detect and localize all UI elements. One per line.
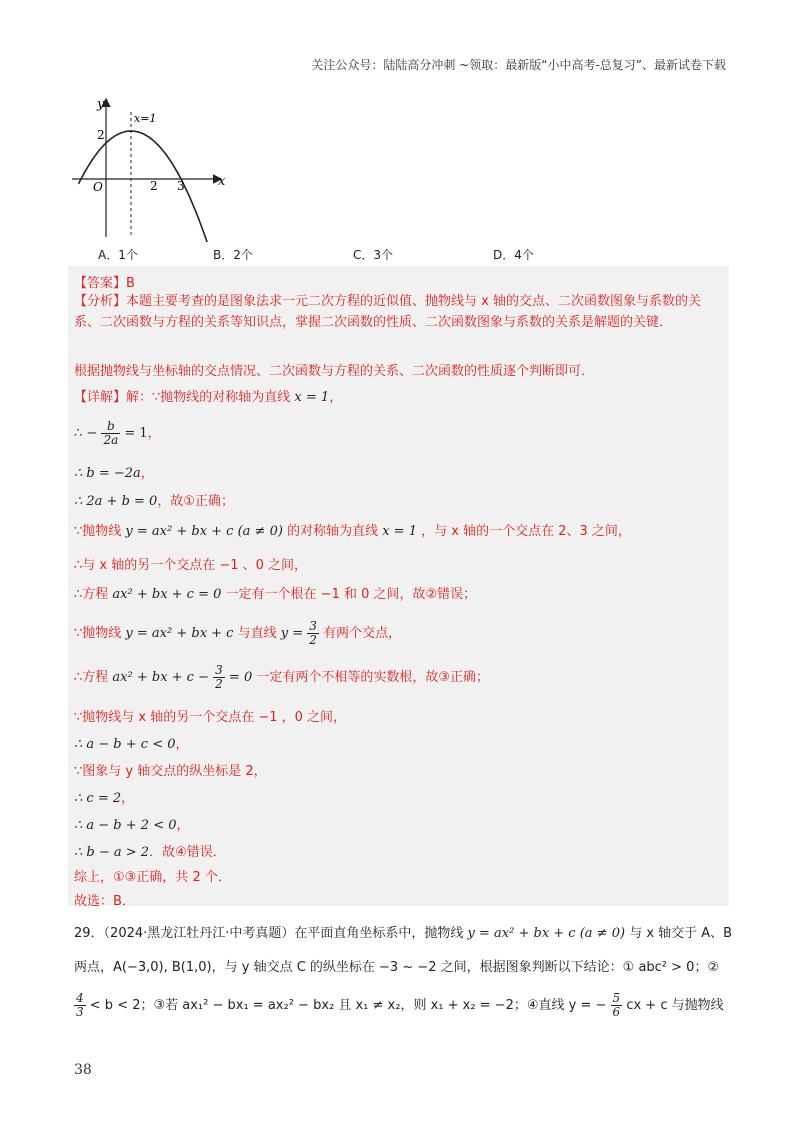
origin-label: O [93,180,103,194]
choice-c: C．3个 [353,248,394,262]
summary-line: 综上，①③正确，共 2 个． [74,870,231,885]
symmetry-axis-label: x=1 [134,112,157,125]
step-conclusion-1: ∴ 2a + b = 0，故①正确； [74,494,234,509]
step-abc-ineq: ∴ a − b + c < 0， [74,737,189,752]
x-axis-label: x [218,174,226,189]
answer-line: 【答案】B [74,276,135,291]
x-tick-3: 3 [177,179,185,193]
final-choice: 故选：B． [74,894,135,909]
step-ab-ineq: ∴ a − b + 2 < 0， [74,818,190,833]
analysis-method: 根据抛物线与坐标轴的交点情况、二次函数与方程的关系、二次函数的性质逐个判断即可． [74,364,595,379]
question-29-line1: 29．（2024·黑龙江牡丹江·中考真题）在平面直角坐标系中，抛物线 y = ax² + bx + c (a ≠ 0) 与 x 轴交于 A、B [74,926,733,941]
parabola-graph [68,92,238,242]
page-number: 38 [74,1062,92,1078]
choice-a: A．1个 [98,248,138,262]
y-tick-2: 2 [97,128,105,142]
step-b-eq: ∴ b = −2a， [74,466,154,481]
analysis-paragraph: 【分析】本题主要考查的是图象法求一元二次方程的近似值、抛物线与 x 轴的交点、二次函数图象与系数的关系、二次函数与方程的关系等知识点，掌握二次函数的性质、二次函数图象与系数的关系是解题的关键． [74,294,701,330]
choice-d: D．4个 [493,248,534,262]
x-tick-2: 2 [150,179,158,193]
step-neg-b-over-2a: ∴ − $\frac{b}{2a}$ = 1， [74,419,161,447]
step-line-intersect: ∵抛物线 y = ax² + bx + c 与直线 y = $\frac{3}{2}$ 有两个交点， [74,619,402,647]
step-conclusion-4: ∴ b − a > 2．故④错误． [74,845,226,860]
step-other-root: ∴与 x 轴的另一个交点在 −1 、0 之间， [74,558,308,573]
step-parabola-axis: ∵抛物线 y = ax² + bx + c (a ≠ 0) 的对称轴为直线 x = 1 ，与 x 轴的一个交点在 2、3 之间， [74,524,631,539]
step-other-root-2: ∵抛物线与 x 轴的另一个交点在 −1 ，0 之间， [74,710,347,725]
question-29-line2: 两点，A(−3,0), B(1,0)，与 y 轴交点 C 的纵坐标在 −3 ~ −2 之间，根据图象判断以下结论：① abc² > 0；② [74,960,720,975]
choice-b: B．2个 [213,248,253,262]
step-y-intercept: ∵图象与 y 轴交点的纵坐标是 2， [74,764,267,779]
detail-intro: 【详解】解：∵抛物线的对称轴为直线 x = 1， [74,390,343,405]
y-axis-label: y [97,97,105,112]
page-header: 关注公众号：陆陆高分冲刺 ~领取：最新版“小中高考-总复习”、最新试卷下载 [311,58,726,72]
question-29-line3: $\frac{4}{3}$ < b < 2；③若 ax₁² − bx₁ = ax₂² − bx₂ 且 x₁ ≠ x₂，则 x₁ + x₂ = −2；④直线 y = − $\frac{5}{6}$ cx + c 与抛物线 [76,991,724,1019]
step-c-eq: ∴ c = 2， [74,791,135,806]
step-conclusion-2: ∴方程 ax² + bx + c = 0 一定有一个根在 −1 和 0 之间，故②错误； [74,587,477,602]
step-conclusion-3: ∴方程 ax² + bx + c − $\frac{3}{2}$ = 0 一定有两个不相等的实数根，故③正确； [74,663,490,691]
